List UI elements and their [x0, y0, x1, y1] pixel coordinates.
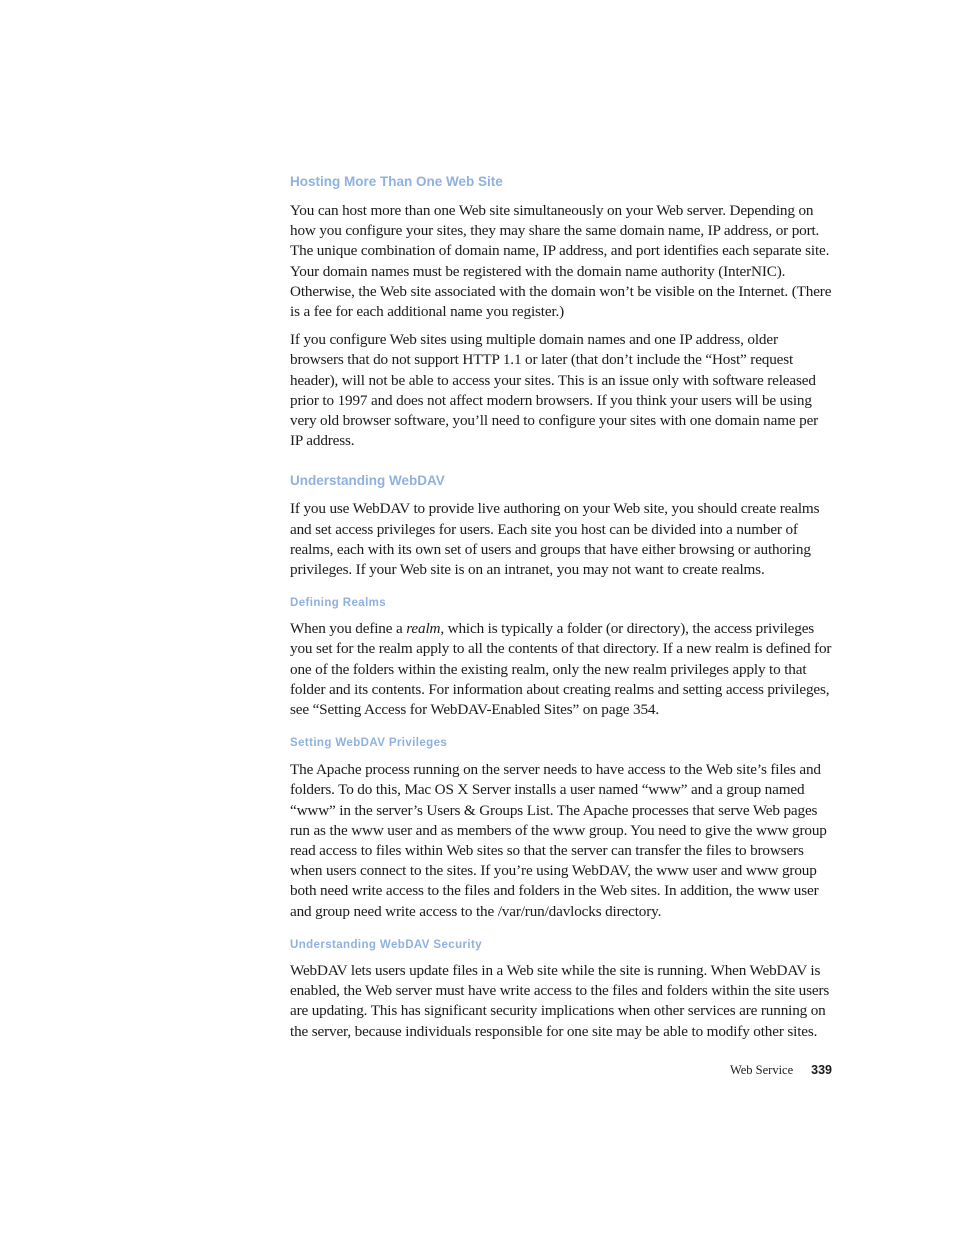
paragraph-setting-privileges: The Apache process running on the server needs to have access to the Web site’s files and folders. To do this, Mac OS X Server installs a user named “www” and a group named “www” in the server’s Users & Groups List. The Apache processes that serve Web pages run as the www user and as members of the www group. You need to give the www group read access to files within Web sites so that the server can transfer the files to browsers when users connect to the sites. If you’re using WebDAV, the www user and www group both need write access to the files and folders in the Web sites. In addition, the www user and group need write access to the /var/run/davlocks directory. — [290, 761, 827, 920]
page-footer — [730, 1063, 832, 1078]
paragraph-hosting-1: You can host more than one Web site simultaneously on your Web server. Depending on how you configure your sites, they may share the same domain name, IP address, or port. The unique combination of domain name, IP address, and port identifies each separate site. Your domain names must be registered with the domain name authority (InterNIC). Otherwise, the Web site associated with the domain won’t be visible on the Internet. (There is a fee for each additional name you register.) — [290, 202, 832, 321]
paragraph-webdav: If you use WebDAV to provide live authoring on your Web site, you should create realms and set access privileges for users. Each site you host can be divided into a number of realms, each with its own set of users and groups that have either browsing or authoring privileges. If your Web site is on an intranet, you may not want to create realms. — [290, 500, 820, 579]
footer-section-title: Web Service — [729, 1063, 794, 1077]
paragraph-realms-part-before: When you define a — [290, 620, 407, 638]
subheading-setting-privileges: Setting WebDAV Privileges — [290, 737, 448, 750]
paragraph-realms-part-after: which is typically a folder (or directory), the access privileges you set for the realm apply to all the contents of that directory. If a new realm is defined for one of the folders within the existing realm, only the new realm privileges apply to that folder and its contents. For information about creating realms and setting access privileges, see “Setting Access for WebDAV-Enabled Sites” on page 354. — [290, 620, 832, 719]
paragraph-hosting-2: If you configure Web sites using multiple domain names and one IP address, older browsers that do not support HTTP 1.1 or later (that don’t include the “Host” request header), will not be able to access your sites. This is an issue only with software released prior to 1997 and does not affect modern browsers. If you think your users will be using very old browser software, you’ll need to configure your sites with one domain name per IP address. — [290, 331, 819, 450]
subheading-defining-realms: Defining Realms — [290, 597, 387, 610]
paragraph-defining-realms — [290, 619, 832, 720]
page-content — [290, 172, 832, 1042]
paragraph-webdav-security: WebDAV lets users update files in a Web site while the site is running. When WebDAV is enabled, the Web server must have write access to the files and folders within the site users are updating. This has significant security implications when other services are running on the server, because individuals responsible for one site may be able to modify other sites. — [290, 961, 830, 1040]
section-heading-hosting: Hosting More Than One Web Site — [290, 174, 503, 189]
realm-emphasis: realm, — [406, 620, 444, 638]
subheading-webdav-security: Understanding WebDAV Security — [290, 938, 483, 951]
footer-page-number: 339 — [811, 1063, 832, 1077]
section-heading-webdav: Understanding WebDAV — [290, 473, 445, 489]
